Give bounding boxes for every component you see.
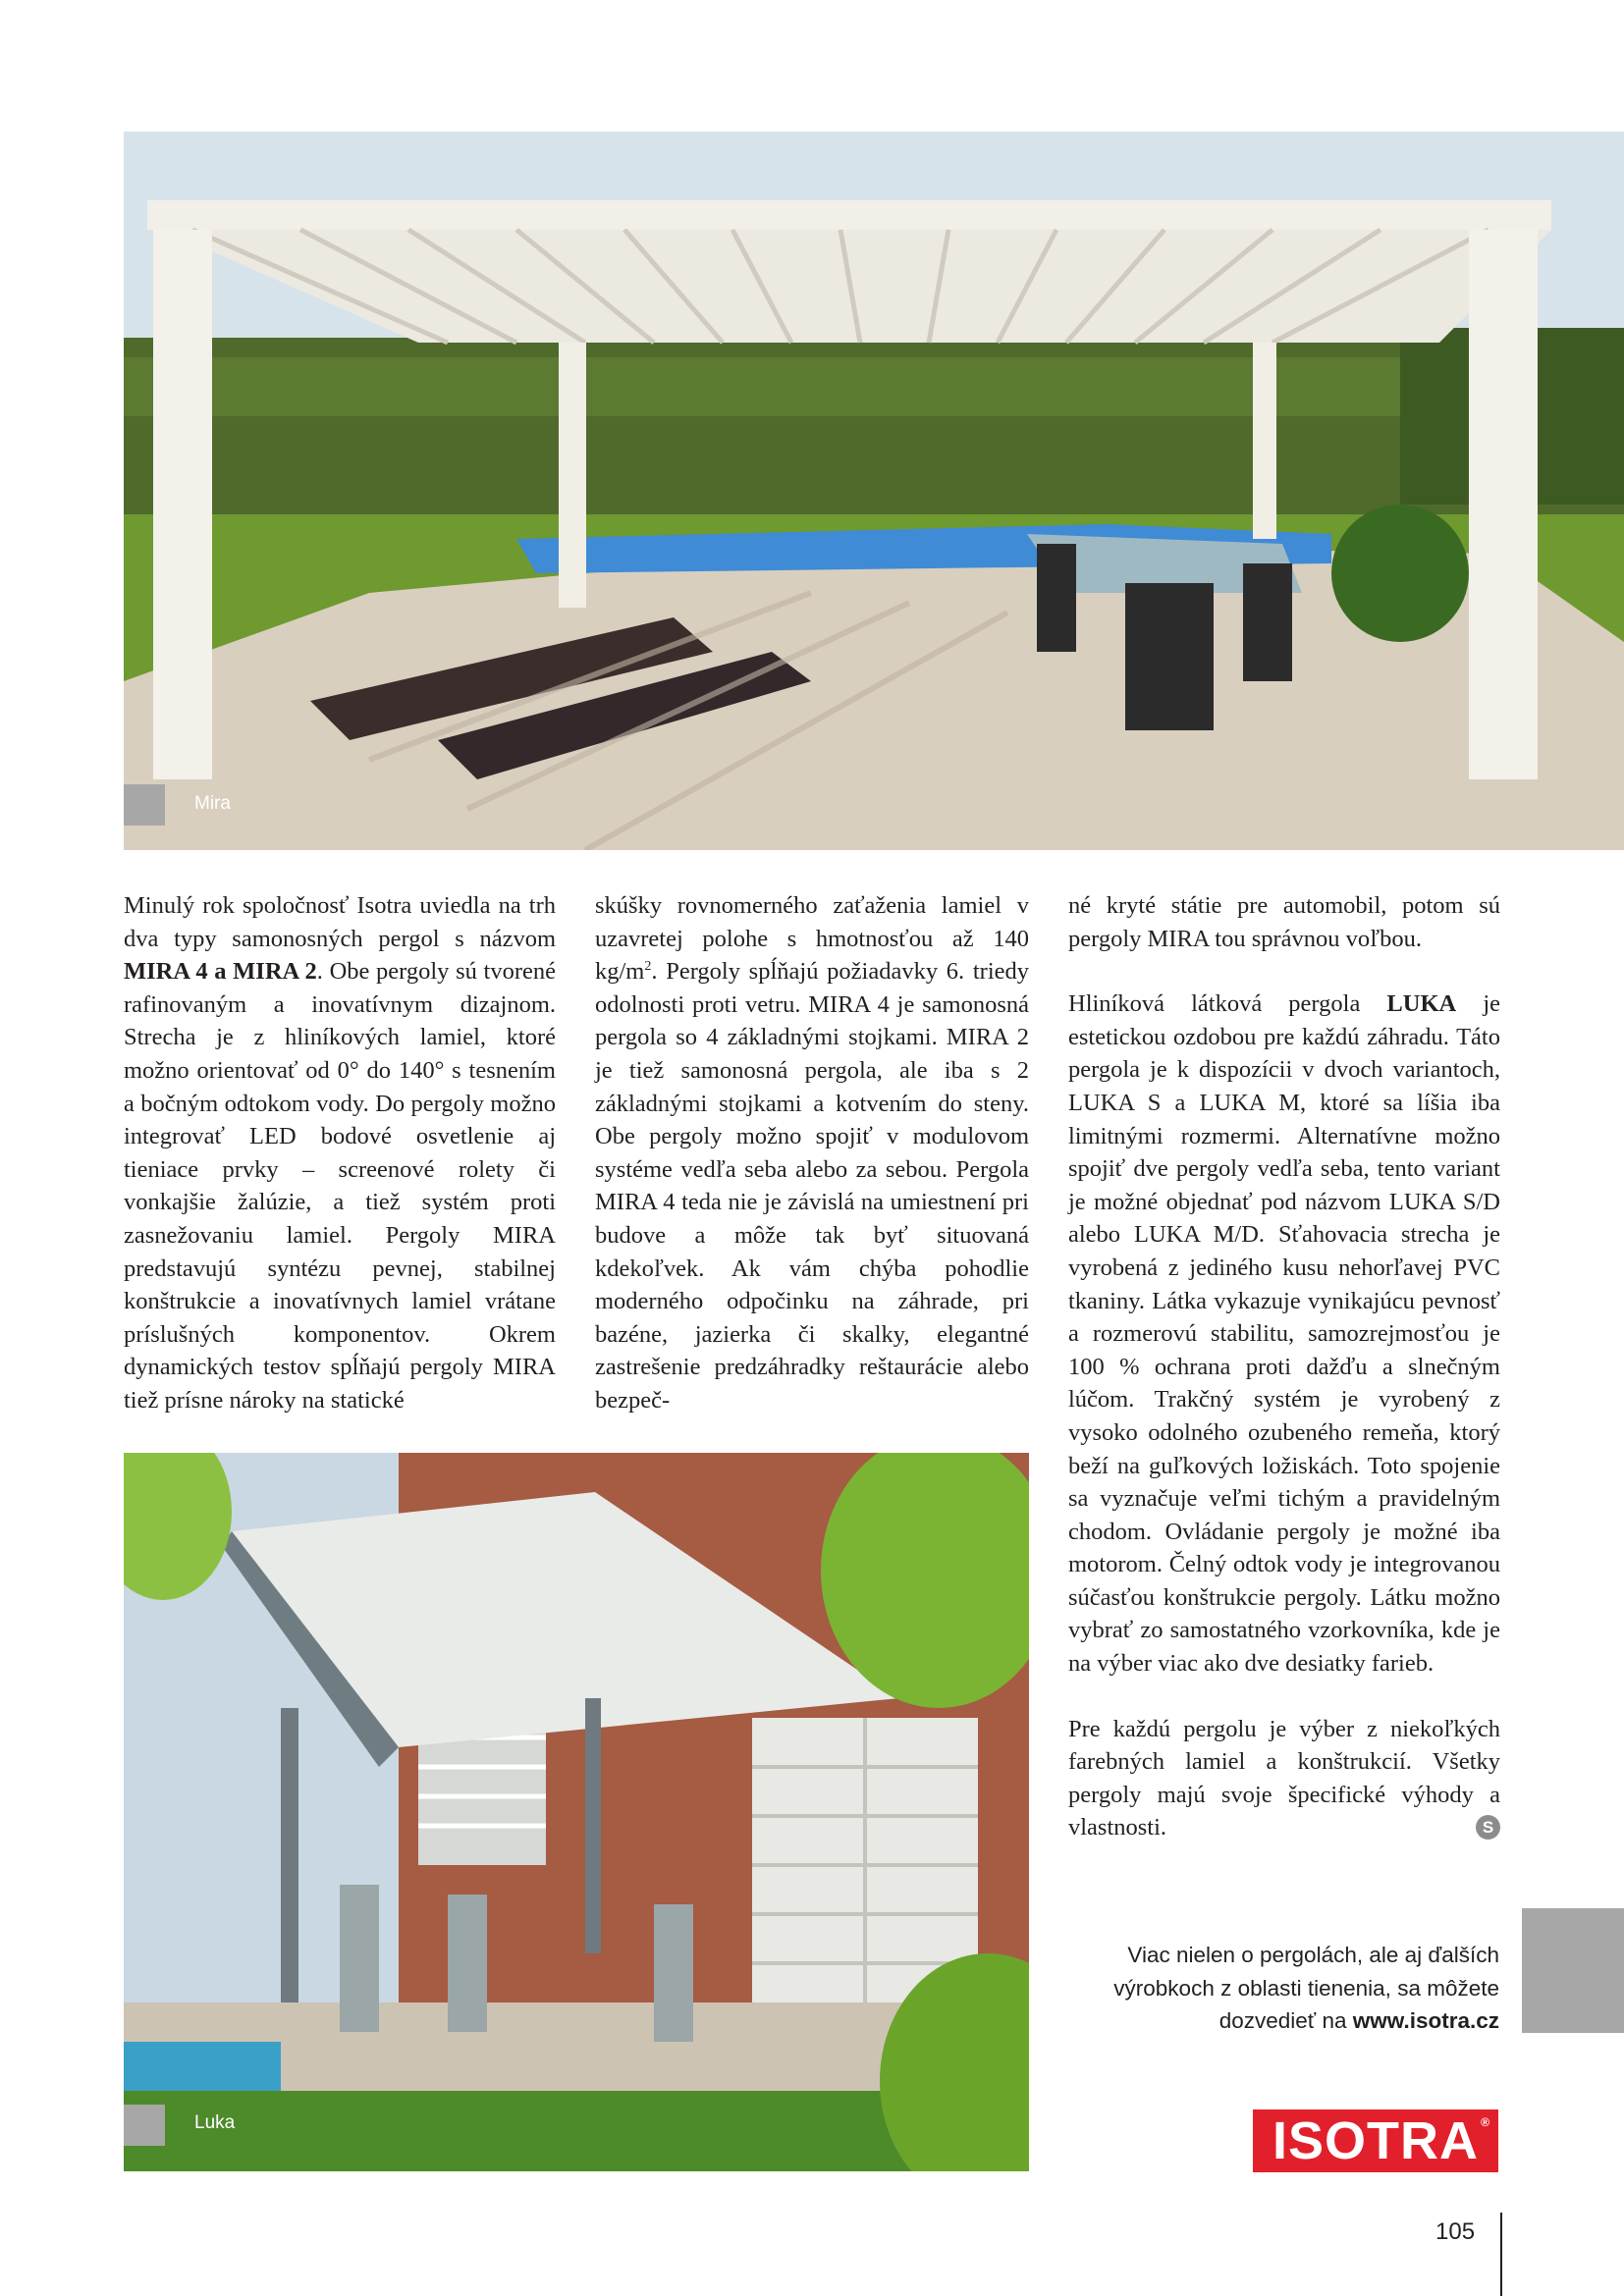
- grey-edge-tab: [1522, 1908, 1624, 2033]
- luka-caption-box: [124, 2105, 165, 2146]
- more-info-note: [1107, 1939, 1499, 2038]
- col1-p1-text-a: Minulý rok spoločnosť Isotra uviedla na trh dva typy samonosných pergol s názvom: [124, 892, 556, 952]
- more-info-text: Viac nielen o pergolách, ale aj ďalších výrobkoch z oblasti tienenia, sa môžete dozvedieť na: [1113, 1943, 1499, 2033]
- article-end-icon: S: [1476, 1815, 1500, 1840]
- article-column-1: [124, 889, 556, 1417]
- col3-paragraph-1: né kryté státie pre automobil, potom sú pergoly MIRA tou správnou voľbou.: [1068, 892, 1500, 952]
- col3-paragraph-3: [1068, 1713, 1500, 1844]
- mira-caption: Mira: [194, 793, 231, 814]
- col1-p1-text-b: . Obe pergoly sú tvorené rafinovaným a inovatívnym dizajnom. Strecha je z hliníkových lamiel, ktoré možno orientovať od 0° do 140° s tesnením a bočným odtokom vody. Do pergoly možno integrovať LED bodové osvetlenie aj tieniace prvky – screenové rolety či vonkajšie žalúzie, a tiež systém proti zasnežovaniu lamiel. Pergoly MIRA predstavujú syntézu pevnej, stabilnej konštrukcie a inovatívnych lamiel vrátane príslušných komponentov. Okrem dynamických testov spĺňajú pergoly MIRA tiež prísne nároky na statické: [124, 958, 557, 1414]
- page-number-rule: [1500, 2213, 1502, 2296]
- col1-paragraph-1: [124, 889, 556, 1417]
- isotra-logo: [1253, 2109, 1498, 2172]
- col2-p1-text-a: skúšky rovnomerného zaťaženia lamiel v uzavretej polohe s hmotnosťou až 140 kg/m: [595, 892, 1029, 986]
- website-link[interactable]: www.isotra.cz: [1352, 2008, 1499, 2033]
- article-column-3: [1068, 889, 1500, 1844]
- col3-paragraph-2: [1068, 988, 1500, 1680]
- luka-caption: Luka: [194, 2112, 236, 2133]
- mira-caption-box: [124, 784, 165, 826]
- col3-p2-text-a: Hliníková látková pergola: [1068, 990, 1387, 1018]
- isotra-logo-text: ISOTRA: [1272, 2111, 1479, 2170]
- col2-p1-superscript: 2: [644, 959, 652, 975]
- col1-p1-bold: MIRA 4 a MIRA 2: [124, 958, 317, 986]
- col3-p2-text-b: je estetickou ozdobou pre každú záhradu. Táto pergola je k dispozícii v dvoch variantoch, LUKA S a LUKA M, ktoré sa líšia iba limitnými rozmermi. Alternatívne možno spojiť dve pergoly vedľa seba, tento variant je možné objednať pod názvom LUKA S/D alebo LUKA M/D. Sťahovacia strecha je vyrobená z jediného kusu nehorľavej PVC tkaniny. Látka vykazuje vynikajúcu pevnosť a rozmerovú stabilitu, samozrejmosťou je 100 % ochrana proti dažďu a slnečným lúčom. Trakčný systém je vyrobený z vysoko odolného ozubeného remeňa, ktorý beží na guľkových ložiskách. Toto spojenie sa vyznačuje veľmi tichým a pravidelným chodom. Ovládanie pergoly je možné iba motorom. Čelný odtok vody je integrovanou súčasťou konštrukcie pergoly. Látku možno vybrať zo samostatného vzorkovníka, kde je na výber viac ako dve desiatky farieb.: [1068, 990, 1500, 1678]
- col2-paragraph-1: [595, 889, 1029, 1417]
- col3-p2-bold: LUKA: [1386, 990, 1457, 1018]
- mira-pergola-photo: [124, 132, 1624, 850]
- article-column-2: [595, 889, 1029, 1417]
- registered-mark: ®: [1481, 2115, 1490, 2129]
- luka-pergola-photo: [124, 1453, 1029, 2171]
- page-number: 105: [1435, 2218, 1476, 2245]
- col2-p1-text-b: . Pergoly spĺňajú požiadavky 6. triedy odolnosti proti vetru. MIRA 4 je samonosná pergola so 4 základnými stojkami. MIRA 2 je tiež samonosná pergola, ale iba s 2 základnými stojkami a kotvením do steny. Obe pergoly možno spojiť v modulovom systéme vedľa seba alebo za sebou. Pergola MIRA 4 teda nie je závislá na umiestnení pri budove a môže tak byť situovaná kdekoľvek. Ak vám chýba pohodlie moderného odpočinku na záhrade, pri bazéne, jazierka či skalky, elegantné zastrešenie predzáhradky reštaurácie alebo bezpeč-: [595, 958, 1029, 1414]
- col3-p3-text: Pre každú pergolu je výber z niekoľkých farebných lamiel a konštrukcií. Všetky pergoly majú svoje špecifické výhody a vlastnosti.: [1068, 1715, 1500, 1842]
